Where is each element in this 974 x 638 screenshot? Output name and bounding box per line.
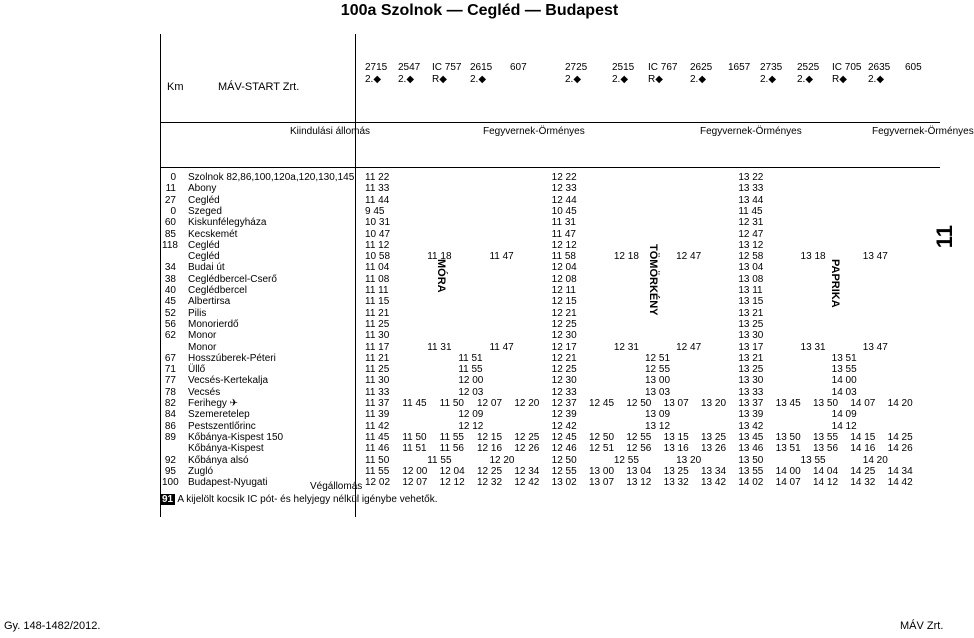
footnote bbox=[160, 494, 438, 505]
section-number: 11 bbox=[932, 225, 957, 249]
time-cell: 12 15 bbox=[551, 296, 577, 308]
time-cell: 13 37 bbox=[738, 398, 764, 409]
km-3: 0 bbox=[170, 205, 176, 217]
km-2: 27 bbox=[164, 194, 176, 206]
time-cell: 13 55 bbox=[813, 431, 839, 443]
time-cell: 11 15 bbox=[365, 296, 390, 308]
time-cell: 13 03 bbox=[645, 386, 671, 398]
origin-label-3: Fegyvernek-Örményes bbox=[872, 126, 974, 137]
time-cell: 11 21 bbox=[365, 352, 390, 364]
time-cell: 12 50 bbox=[589, 431, 615, 443]
time-cell: 10 31 bbox=[365, 217, 391, 229]
train-name-tomorkeny: TÖMÖRKÉNY bbox=[647, 244, 659, 316]
train-number-4: 607 bbox=[510, 62, 527, 73]
station-7: Cegléd bbox=[188, 251, 220, 263]
station-23: Kőbánya-Kispest 150 bbox=[188, 431, 284, 443]
time-cell: 12 16 bbox=[477, 443, 503, 455]
time-cell: 14 00 bbox=[775, 465, 801, 477]
time-cell: 12 12 bbox=[458, 420, 484, 432]
time-cell: 12 47 bbox=[676, 341, 702, 353]
time-cell: 11 42 bbox=[365, 420, 390, 432]
time-cell: 13 33 bbox=[738, 183, 764, 195]
time-cell: 13 25 bbox=[738, 364, 764, 376]
station-17: Üllő bbox=[188, 364, 206, 376]
station-25: Kőbánya alsó bbox=[188, 454, 249, 466]
train-number-7: IC 767 bbox=[648, 62, 678, 73]
time-cell: 12 45 bbox=[551, 431, 577, 443]
time-cell: 11 50 bbox=[439, 398, 464, 409]
time-cell: 12 25 bbox=[514, 431, 540, 443]
train-number-13: 2635 bbox=[868, 62, 891, 73]
time-cell: 13 55 bbox=[738, 465, 764, 477]
time-cell: 13 44 bbox=[738, 194, 764, 206]
time-cell: 13 21 bbox=[738, 307, 764, 319]
train-number-11: 2525 bbox=[797, 62, 820, 73]
time-cell: 11 22 bbox=[365, 172, 390, 183]
time-cell: 13 45 bbox=[775, 398, 801, 409]
station-5: Kecskemét bbox=[188, 228, 238, 240]
operator-header: MÁV-START Zrt. bbox=[218, 81, 300, 93]
train-number-6: 2515 bbox=[612, 62, 635, 73]
time-cell: 14 26 bbox=[887, 443, 913, 455]
km-11: 45 bbox=[164, 296, 176, 308]
time-cell: 11 33 bbox=[365, 386, 390, 398]
time-cell: 12 50 bbox=[626, 398, 652, 409]
time-cell: 12 02 bbox=[365, 477, 391, 489]
time-cell: 13 02 bbox=[551, 477, 577, 489]
time-cell: 13 34 bbox=[701, 465, 727, 477]
time-cell: 11 25 bbox=[365, 318, 390, 330]
time-cell: 12 42 bbox=[551, 420, 577, 432]
km-14: 62 bbox=[164, 330, 176, 342]
time-cell: 13 09 bbox=[645, 409, 671, 421]
time-cell: 12 37 bbox=[551, 398, 577, 409]
station-24: Kőbánya-Kispest bbox=[188, 443, 264, 455]
station-13: Monorierdő bbox=[188, 318, 239, 330]
station-3: Szeged bbox=[188, 205, 222, 217]
time-cell: 12 12 bbox=[439, 477, 465, 489]
km-23: 89 bbox=[164, 431, 176, 443]
time-cell: 11 17 bbox=[365, 341, 390, 353]
time-cell: 13 04 bbox=[626, 465, 652, 477]
time-cell: 12 25 bbox=[551, 318, 577, 330]
note-text: A kijelölt kocsik IC pót- és helyjegy nélkül igénybe vehetők. bbox=[177, 494, 438, 505]
time-cell: 13 17 bbox=[738, 341, 764, 353]
time-cell: 10 47 bbox=[365, 228, 391, 240]
km-18: 77 bbox=[164, 375, 176, 387]
time-cell: 14 12 bbox=[831, 420, 857, 432]
time-cell: 13 20 bbox=[676, 454, 702, 466]
time-cell: 11 44 bbox=[365, 194, 390, 206]
footer-left: Gy. 148-1482/2012. bbox=[4, 620, 101, 632]
time-cell: 13 11 bbox=[738, 285, 763, 296]
time-cell: 13 26 bbox=[701, 443, 727, 455]
time-cell: 11 55 bbox=[365, 465, 390, 477]
time-cell: 12 51 bbox=[645, 352, 671, 364]
time-cell: 12 33 bbox=[551, 386, 577, 398]
time-cell: 12 51 bbox=[589, 443, 615, 455]
time-cell: 14 12 bbox=[813, 477, 839, 489]
time-cell: 12 04 bbox=[439, 465, 465, 477]
time-cell: 11 46 bbox=[365, 443, 390, 455]
time-cell: 14 09 bbox=[831, 409, 857, 421]
train-class-1: 2.◆ bbox=[398, 74, 415, 85]
km-6: 118 bbox=[162, 239, 178, 251]
time-cell: 13 00 bbox=[645, 375, 671, 387]
time-cell: 11 18 bbox=[427, 251, 452, 263]
station-15: Monor bbox=[188, 341, 217, 353]
time-cell: 13 07 bbox=[663, 398, 689, 409]
time-cell: 13 47 bbox=[862, 251, 888, 263]
km-header: Km bbox=[167, 81, 184, 93]
time-cell: 12 46 bbox=[551, 443, 577, 455]
arrival-station-label: Végállomás bbox=[310, 481, 363, 492]
time-cell: 11 47 bbox=[551, 228, 576, 240]
time-cell: 13 55 bbox=[831, 364, 857, 376]
time-cell: 13 55 bbox=[800, 454, 826, 466]
station-6: Cegléd bbox=[188, 239, 220, 251]
time-cell: 13 30 bbox=[738, 330, 764, 342]
train-class-10: 2.◆ bbox=[760, 74, 777, 85]
time-cell: 11 55 bbox=[458, 364, 483, 376]
train-number-8: 2625 bbox=[690, 62, 713, 73]
time-cell: 12 12 bbox=[551, 239, 577, 251]
time-cell: 12 55 bbox=[645, 364, 671, 376]
time-cell: 11 45 bbox=[738, 205, 763, 217]
time-cell: 12 44 bbox=[551, 194, 577, 206]
time-cell: 12 17 bbox=[551, 341, 577, 353]
station-26: Zugló bbox=[188, 465, 214, 477]
time-cell: 12 47 bbox=[676, 251, 702, 263]
time-cell: 14 34 bbox=[887, 465, 913, 477]
train-class-2: R◆ bbox=[432, 74, 447, 85]
time-cell: 13 30 bbox=[738, 375, 764, 387]
time-cell: 10 58 bbox=[365, 251, 391, 263]
origin-label-2: Fegyvernek-Örményes bbox=[700, 126, 802, 137]
km-13: 56 bbox=[164, 318, 176, 330]
time-cell: 12 21 bbox=[551, 307, 577, 319]
time-cell: 11 55 bbox=[427, 454, 452, 466]
time-cell: 12 31 bbox=[738, 217, 764, 229]
timetable bbox=[0, 34, 974, 517]
km-0: 0 bbox=[170, 172, 176, 183]
time-cell: 13 25 bbox=[738, 318, 764, 330]
time-cell: 11 51 bbox=[402, 443, 427, 455]
time-cell: 13 31 bbox=[800, 341, 826, 353]
time-cell: 11 33 bbox=[365, 183, 390, 195]
time-cell: 12 07 bbox=[402, 477, 428, 489]
departure-station-label: Kiindulási állomás bbox=[290, 126, 371, 137]
time-cell: 13 32 bbox=[663, 477, 689, 489]
time-cell: 13 12 bbox=[738, 239, 764, 251]
time-cell: 13 15 bbox=[738, 296, 764, 308]
station-10: Ceglédbercel bbox=[188, 285, 247, 296]
station-0: Szolnok 82,86,100,120a,120,130,145 bbox=[188, 172, 355, 183]
time-cell: 14 07 bbox=[775, 477, 801, 489]
time-cell: 12 00 bbox=[458, 375, 484, 387]
station-12: Pilis bbox=[188, 307, 207, 319]
time-cell: 11 56 bbox=[439, 443, 464, 455]
train-number-5: 2725 bbox=[565, 62, 588, 73]
time-cell: 12 03 bbox=[458, 386, 484, 398]
time-cell: 12 26 bbox=[514, 443, 540, 455]
km-12: 52 bbox=[164, 307, 176, 319]
station-20: Ferihegy ✈ bbox=[188, 398, 239, 409]
km-9: 38 bbox=[164, 273, 176, 285]
time-cell: 11 25 bbox=[365, 364, 390, 376]
time-cell: 11 31 bbox=[427, 341, 452, 353]
km-27: 100 bbox=[162, 477, 179, 489]
time-cell: 11 08 bbox=[365, 273, 390, 285]
station-4: Kiskunfélegyháza bbox=[188, 217, 267, 229]
train-class-11: 2.◆ bbox=[797, 74, 814, 85]
time-cell: 13 12 bbox=[645, 420, 671, 432]
time-cell: 13 42 bbox=[701, 477, 727, 489]
time-cell: 13 15 bbox=[663, 431, 689, 443]
time-cell: 13 21 bbox=[738, 352, 764, 364]
time-cell: 13 47 bbox=[862, 341, 888, 353]
time-cell: 12 07 bbox=[477, 398, 503, 409]
time-cell: 12 30 bbox=[551, 375, 577, 387]
time-cell: 12 04 bbox=[551, 262, 577, 274]
train-class-6: 2.◆ bbox=[612, 74, 629, 85]
time-cell: 13 08 bbox=[738, 273, 764, 285]
time-cell: 12 15 bbox=[477, 431, 503, 443]
time-cell: 13 20 bbox=[701, 398, 727, 409]
time-cell: 11 30 bbox=[365, 375, 390, 387]
train-name-mora: MÓRA bbox=[435, 259, 447, 293]
time-cell: 12 42 bbox=[514, 477, 540, 489]
time-cell: 12 21 bbox=[551, 352, 577, 364]
time-cell: 13 18 bbox=[800, 251, 826, 263]
station-11: Albertirsa bbox=[188, 296, 231, 308]
time-cell: 13 51 bbox=[831, 352, 857, 364]
train-class-8: 2.◆ bbox=[690, 74, 707, 85]
time-cell: 13 04 bbox=[738, 262, 764, 274]
train-number-9: 1657 bbox=[728, 62, 751, 73]
time-cell: 12 30 bbox=[551, 330, 577, 342]
km-16: 67 bbox=[164, 352, 176, 364]
time-cell: 14 16 bbox=[850, 443, 876, 455]
time-cell: 11 47 bbox=[489, 251, 514, 263]
km-21: 84 bbox=[164, 409, 176, 421]
train-number-12: IC 705 bbox=[832, 62, 862, 73]
time-cell: 14 32 bbox=[850, 477, 876, 489]
time-cell: 12 34 bbox=[514, 465, 540, 477]
station-21: Szemeretelep bbox=[188, 409, 250, 421]
km-25: 92 bbox=[164, 454, 176, 466]
time-cell: 11 37 bbox=[365, 398, 390, 409]
time-cell: 12 08 bbox=[551, 273, 577, 285]
train-number-0: 2715 bbox=[365, 62, 388, 73]
time-cell: 13 56 bbox=[813, 443, 839, 455]
time-cell: 12 50 bbox=[551, 454, 577, 466]
station-19: Vecsés bbox=[188, 386, 221, 398]
time-cell: 12 22 bbox=[551, 172, 577, 183]
train-number-10: 2735 bbox=[760, 62, 783, 73]
time-cell: 14 07 bbox=[850, 398, 876, 409]
page-title: 100a Szolnok — Cegléd — Budapest bbox=[340, 2, 619, 19]
time-cell: 12 47 bbox=[738, 228, 764, 240]
train-class-12: R◆ bbox=[832, 74, 847, 85]
time-cell: 13 51 bbox=[775, 443, 801, 455]
time-cell: 13 42 bbox=[738, 420, 764, 432]
time-cell: 11 45 bbox=[402, 398, 427, 409]
time-cell: 10 45 bbox=[551, 205, 577, 217]
time-cell: 12 45 bbox=[589, 398, 615, 409]
time-cell: 13 50 bbox=[775, 431, 801, 443]
km-1: 11 bbox=[165, 183, 176, 195]
footer-right: MÁV Zrt. bbox=[900, 620, 944, 632]
time-cell: 13 25 bbox=[701, 431, 727, 443]
time-cell: 11 50 bbox=[402, 431, 427, 443]
time-cell: 12 55 bbox=[551, 465, 577, 477]
time-cell: 12 09 bbox=[458, 409, 484, 421]
time-cell: 11 11 bbox=[365, 285, 389, 296]
km-8: 34 bbox=[164, 262, 176, 274]
time-cell: 13 33 bbox=[738, 386, 764, 398]
time-cell: 13 12 bbox=[626, 477, 652, 489]
time-cell: 11 58 bbox=[551, 251, 576, 263]
train-number-1: 2547 bbox=[398, 62, 421, 73]
station-2: Cegléd bbox=[188, 194, 220, 206]
station-9: Ceglédbercel-Cserő bbox=[188, 273, 277, 285]
time-cell: 12 18 bbox=[613, 251, 639, 263]
time-cell: 11 30 bbox=[365, 330, 390, 342]
station-1: Abony bbox=[188, 183, 217, 195]
time-cell: 14 25 bbox=[887, 431, 913, 443]
km-17: 71 bbox=[164, 364, 176, 376]
time-cell: 14 00 bbox=[831, 375, 857, 387]
time-cell: 11 39 bbox=[365, 409, 390, 421]
time-cell: 13 16 bbox=[663, 443, 689, 455]
time-cell: 14 25 bbox=[850, 465, 876, 477]
time-cell: 14 03 bbox=[831, 386, 857, 398]
station-14: Monor bbox=[188, 330, 217, 342]
time-cell: 11 55 bbox=[439, 431, 464, 443]
time-cell: 12 20 bbox=[489, 454, 515, 466]
time-cell: 13 39 bbox=[738, 409, 764, 421]
train-class-0: 2.◆ bbox=[365, 74, 382, 85]
time-cell: 14 20 bbox=[887, 398, 913, 409]
time-cell: 11 12 bbox=[365, 239, 390, 251]
time-cell: 14 20 bbox=[862, 454, 888, 466]
time-cell: 14 02 bbox=[738, 477, 764, 489]
km-26: 95 bbox=[164, 465, 176, 477]
time-cell: 12 31 bbox=[613, 341, 639, 353]
origin-label-1: Fegyvernek-Örményes bbox=[483, 126, 585, 137]
time-cell: 11 51 bbox=[458, 352, 483, 364]
time-cell: 14 15 bbox=[850, 431, 876, 443]
time-cell: 13 50 bbox=[738, 454, 764, 466]
station-27: Budapest-Nyugati bbox=[188, 477, 268, 489]
station-16: Hosszúberek-Péteri bbox=[188, 352, 276, 364]
time-cell: 13 45 bbox=[738, 431, 764, 443]
km-10: 40 bbox=[164, 285, 176, 296]
station-8: Budai út bbox=[188, 262, 225, 274]
time-cell: 12 39 bbox=[551, 409, 577, 421]
km-5: 85 bbox=[164, 228, 176, 240]
train-class-13: 2.◆ bbox=[868, 74, 885, 85]
time-cell: 12 33 bbox=[551, 183, 577, 195]
time-cell: 12 58 bbox=[738, 251, 764, 263]
time-cell: 9 45 bbox=[365, 205, 385, 217]
km-4: 60 bbox=[164, 217, 176, 229]
time-cell: 12 11 bbox=[551, 285, 576, 296]
time-cell: 11 45 bbox=[365, 431, 390, 443]
time-cell: 13 22 bbox=[738, 172, 764, 183]
time-cell: 12 00 bbox=[402, 465, 428, 477]
station-22: Pestszentlőrinc bbox=[188, 420, 256, 432]
time-cell: 13 25 bbox=[663, 465, 689, 477]
time-cell: 13 50 bbox=[813, 398, 839, 409]
station-18: Vecsés-Kertekalja bbox=[188, 375, 269, 387]
time-cell: 12 25 bbox=[551, 364, 577, 376]
time-cell: 11 31 bbox=[551, 217, 576, 229]
km-19: 78 bbox=[164, 386, 176, 398]
time-cell: 14 04 bbox=[813, 465, 839, 477]
train-name-paprika: PAPRIKA bbox=[829, 259, 841, 308]
train-number-14: 605 bbox=[905, 62, 922, 73]
time-cell: 11 50 bbox=[365, 454, 390, 466]
time-cell: 14 42 bbox=[887, 477, 913, 489]
time-cell: 12 25 bbox=[477, 465, 503, 477]
train-number-2: IC 757 bbox=[432, 62, 462, 73]
time-cell: 13 00 bbox=[589, 465, 615, 477]
train-class-5: 2.◆ bbox=[565, 74, 582, 85]
time-cell: 13 07 bbox=[589, 477, 615, 489]
km-20: 82 bbox=[164, 398, 176, 409]
train-number-3: 2615 bbox=[470, 62, 493, 73]
train-class-3: 2.◆ bbox=[470, 74, 487, 85]
time-cell: 12 20 bbox=[514, 398, 540, 409]
time-cell: 11 47 bbox=[489, 341, 514, 353]
time-cell: 11 04 bbox=[365, 262, 390, 274]
time-cell: 11 21 bbox=[365, 307, 390, 319]
time-cell: 12 55 bbox=[613, 454, 639, 466]
note-marker: 91 bbox=[162, 494, 174, 505]
time-cell: 13 46 bbox=[738, 443, 764, 455]
time-cell: 12 56 bbox=[626, 443, 652, 455]
train-class-7: R◆ bbox=[648, 74, 663, 85]
km-22: 86 bbox=[164, 420, 176, 432]
time-cell: 12 55 bbox=[626, 431, 652, 443]
time-cell: 12 32 bbox=[477, 477, 503, 489]
